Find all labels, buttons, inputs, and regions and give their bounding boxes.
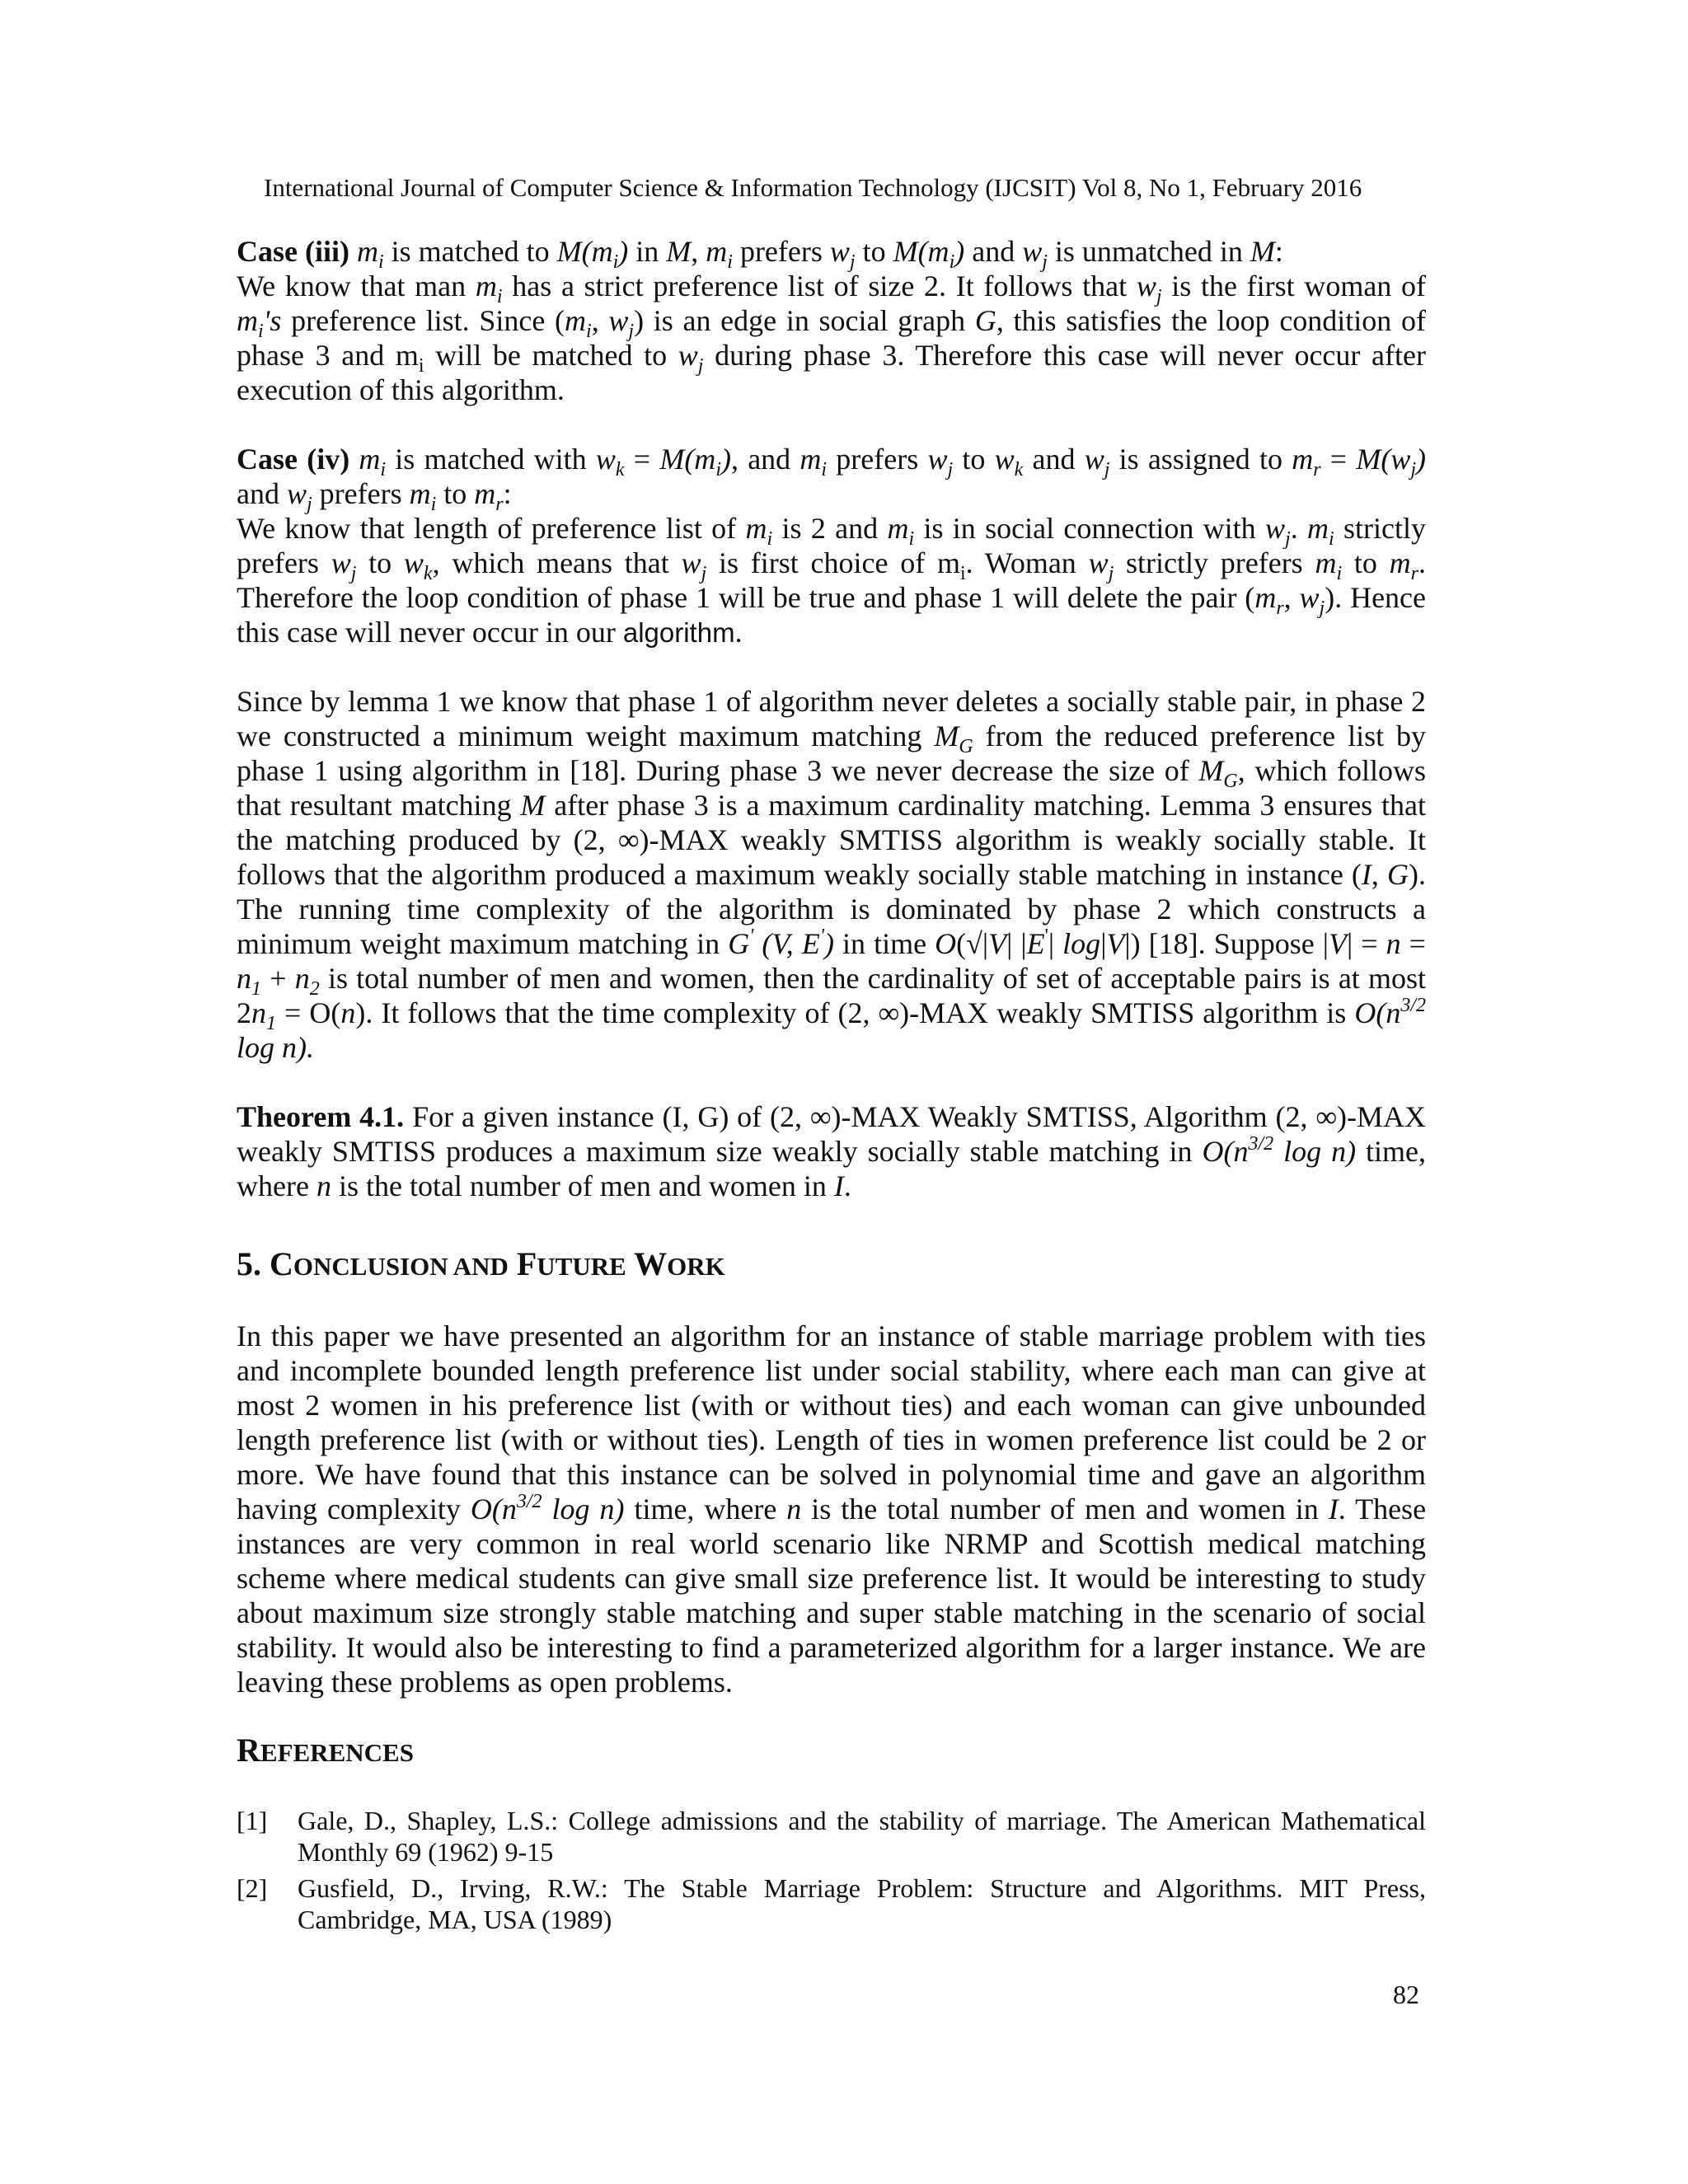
reference-item <box>237 1805 1426 1868</box>
reference-text: Gusfield, D., Irving, R.W.: The Stable Marriage Problem: Structure and Algorithms. MIT Press, Cambridge, MA, USA (1989) <box>298 1873 1426 1934</box>
reference-number: [2] <box>237 1873 268 1903</box>
references-list <box>237 1805 1426 1940</box>
case-iv-label: Case (iv) <box>237 443 350 476</box>
conclusion-paragraph: In this paper we have presented an algorithm for an instance of stable marriage problem with ties and incomplete bounded length preference list under social stability, where each man can give at most 2 women in his preference list (with or without ties) and each woman can give unbounded length preference list (with or without ties). Length of ties in women preference list could be 2 or more. We have found that this instance can be solved in polynomial time and gave an algorithm having complexity $O(n^{3/2}$ log n) time, where n is the total number of men and women in I. These instances are very common in real world scenario like NRMP and Scottish medical matching scheme where medical students can give small size preference list. It would be interesting to study about maximum size strongly stable matching and super stable matching in the scenario of social stability. It would also be interesting to find a parameterized algorithm for a larger instance. We are leaving these problems as open problems. <box>237 1319 1427 1699</box>
page-number: 82 <box>1393 1980 1419 2009</box>
theorem-4-1: Theorem 4.1. For a given instance (I, G) of (2, ∞)-MAX Weakly SMTISS, Algorithm (2, ∞)-MAX weakly SMTISS produces a maximum size weakly socially stable matching in $O(n^{3/2}$ log n) time, where n is the total number of men and women in I. <box>237 1100 1427 1202</box>
case-iii-label: Case (iii) <box>237 235 349 268</box>
theorem-label: Theorem 4.1. <box>237 1100 405 1133</box>
reference-item <box>237 1872 1426 1935</box>
case-iv-paragraph: Case (iv) $m_i$ is matched with $w_k = M(m_i)$, and $m_i$ prefers $w_j$ to $w_k$ and $w_j$ is assigned to $m_r = M(w_j)$ and $w_j$ prefers $m_i$ to $m_r$: We know that length of preference list of $m_i$ is 2 and $m_i$ is in social connection with $w_j$. $m_i$ strictly prefers $w_j$ to $w_k$, which means that $w_j$ is first choice of $m_i$. Woman $w_j$ strictly prefers $m_i$ to $m_r$. Therefore the loop condition of phase 1 will be true and phase 1 will delete the pair ($m_r$, $w_j$). Hence this case will never occur in our algorithm. <box>237 443 1427 649</box>
reference-number: [1] <box>237 1806 268 1835</box>
case-iii-paragraph: Case (iii) $m_i$ is matched to $M(m_i)$ in M, $m_i$ prefers $w_j$ to $M(m_i)$ and $w_j$ is unmatched in M: We know that man $m_i$ has a strict preference list of size 2. It follows that $w_j$ is the first woman of $m_i's$ preference list. Since ($m_i$, $w_j$) is an edge in social graph G, this satisfies the loop condition of phase 3 and $m_i$ will be matched to $w_j$ during phase 3. Therefore this case will never occur after execution of this algorithm. <box>237 235 1427 406</box>
running-head: International Journal of Computer Science & Information Technology (IJCSIT) Vol 8, No 1, February 2016 <box>264 173 1362 202</box>
analysis-paragraph: Since by lemma 1 we know that phase 1 of algorithm never deletes a socially stable pair, in phase 2 we constructed a minimum weight maximum matching $M_G$ from the reduced preference list by phase 1 using algorithm in [18]. During phase 3 we never decrease the size of $M_G$, which follows that resultant matching M after phase 3 is a maximum cardinality matching. Lemma 3 ensures that the matching produced by (2, ∞)-MAX weakly SMTISS algorithm is weakly socially stable. It follows that the algorithm produced a maximum weakly socially stable matching in instance (I, G). The running time complexity of the algorithm is dominated by phase 2 which constructs a minimum weight maximum matching in G' (V, E') in time O(√|V| |E'| log|V|) [18]. Suppose $|V| = n = n_1 + n_2$ is total number of men and women, then the cardinality of set of acceptable pairs is at most $2n_1 = O(n)$. It follows that the time complexity of (2, ∞)-MAX weakly SMTISS algorithm is $O(n^{3/2}$ log n). <box>237 685 1427 1064</box>
section-heading-references: REFERENCES <box>237 1732 414 1769</box>
section-heading-conclusion: 5. CONCLUSION AND FUTURE WORK <box>237 1245 725 1282</box>
reference-text: Gale, D., Shapley, L.S.: College admissions and the stability of marriage. The American Mathematical Monthly 69 (1962) 9-15 <box>298 1806 1426 1867</box>
